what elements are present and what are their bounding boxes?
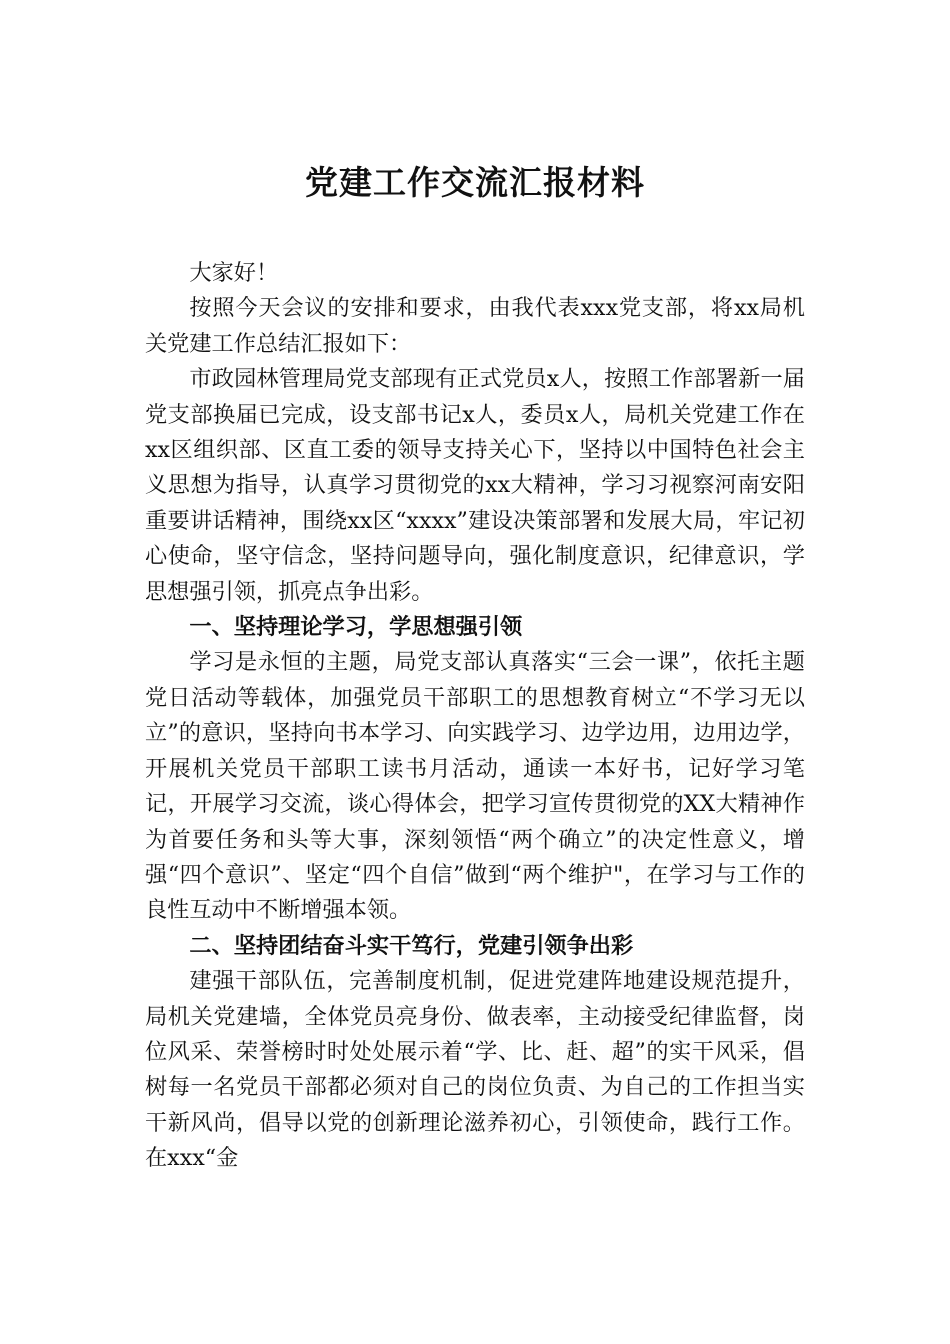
section-1-heading: 一、坚持理论学习，学思想强引领 <box>189 614 523 641</box>
greeting-paragraph: 大家好！ <box>189 260 279 286</box>
overview-paragraph: 市政园林管理局党支部现有正式党员x人，按照工作部署新一届党支部换届已完成，设支部书记x人，委员x人，局机关党建工作在xx区组织部、区直工委的领导支持关心下，坚持以中国特色社会主义思想为指导，认真学习贯彻党的xx大精神，学习习视察河南安阳重要讲话精神，围绕xx区“xxxx”建设决策部署和发展大局，牢记初心使命，坚守信念，坚持问题导向，强化制度意识，纪律意识，学思想强引领，抓亮点争出彩。 <box>145 366 805 605</box>
section-1-paragraph: 学习是永恒的主题，局党支部认真落实“三会一课”，依托主题党日活动等载体，加强党员干部职工的思想教育树立“不学习无以立”的意识，坚持向书本学习、向实践学习、边学边用，边用边学，开展机关党员干部职工读书月活动，通读一本好书，记好学习笔记，开展学习交流，谈心得体会，把学习宣传贯彻党的XX大精神作为首要任务和头等大事，深刻领悟“两个确立”的决定性意义，增强“四个意识”、坚定“四个自信”做到“两个维护"，在学习与工作的良性互动中不断增强本领。 <box>145 649 805 924</box>
section-2-heading: 二、坚持团结奋斗实干笃行，党建引领争出彩 <box>189 932 634 959</box>
document-body <box>145 256 805 1177</box>
intro-paragraph: 按照今天会议的安排和要求，由我代表xxx党支部，将xx局机关党建工作总结汇报如下： <box>145 295 805 357</box>
document-title: 党建工作交流汇报材料 <box>305 163 645 202</box>
section-2-paragraph: 建强干部队伍，完善制度机制，促进党建阵地建设规范提升，局机关党建墙，全体党员亮身份、做表率，主动接受纪律监督，岗位风采、荣誉榜时时处处展示着“学、比、赶、超”的实干风采，倡树每一名党员干部都必须对自己的岗位负责、为自己的工作担当实干新风尚，倡导以党的创新理论滋养初心，引领使命，践行工作。在xxx“金 <box>145 968 805 1172</box>
